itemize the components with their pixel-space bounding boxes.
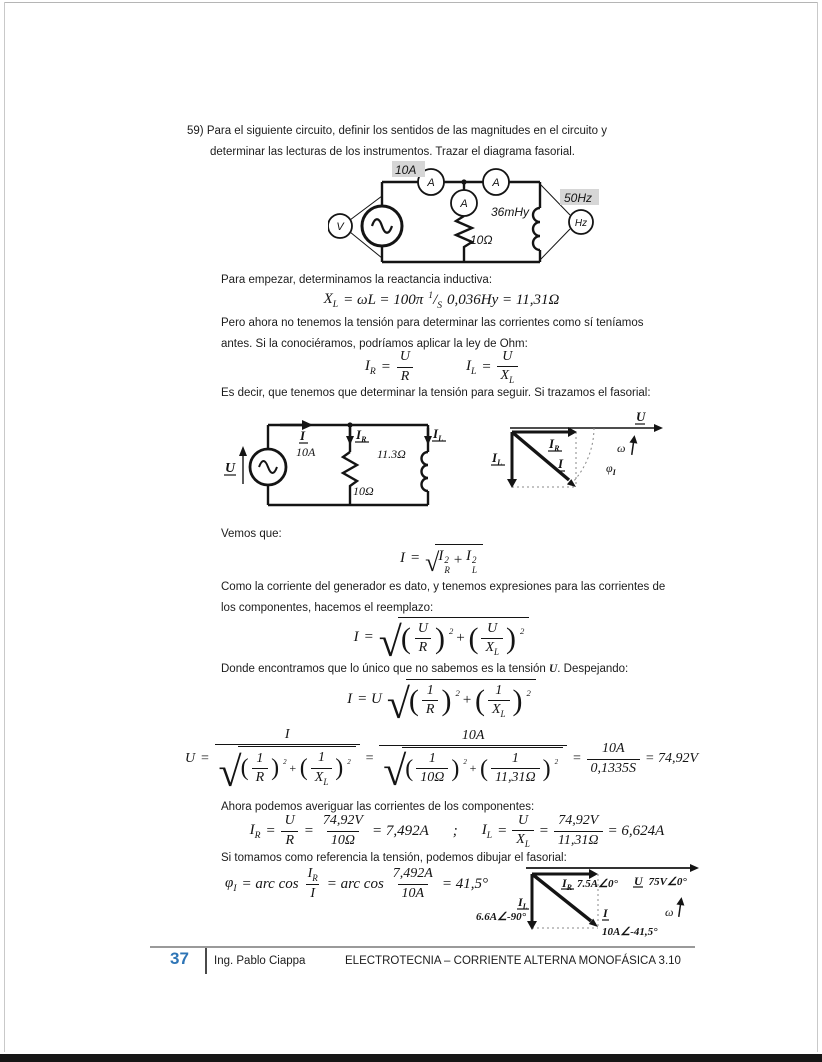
math-term: $I_R$ <box>249 821 261 841</box>
math-fraction: $\frac{U}{R}$ <box>396 349 414 384</box>
frequency-label: 50Hz <box>564 191 593 205</box>
paragraph: Vemos que: <box>221 528 282 540</box>
inductor-current-label: IL <box>433 426 443 443</box>
il-phasor-value: 6.6A∠-90° <box>476 911 527 923</box>
junction-dot <box>461 179 466 184</box>
i-phasor-label: I <box>558 456 564 471</box>
resistor-current-label: IR <box>356 427 367 444</box>
ir-phasor-label: IR 7.5A∠0° <box>562 876 618 892</box>
math-fraction: $\frac{74,92V}{10\Omega}$ <box>322 813 363 848</box>
phasor-diagram-2 <box>462 854 702 946</box>
i-phasor-label: I <box>603 906 608 920</box>
paragraph: Ahora podemos averiguar las corrientes de los componentes: <box>221 801 535 813</box>
footer-rule <box>150 946 695 948</box>
formula-phase-angle: $\varphi_I$ = arc cos $\frac{I_R}{I}$ = arc cos $\frac{7,492A}{10A}$ = 41,5° <box>225 865 488 901</box>
voltmeter-label: V <box>336 221 344 233</box>
math-fraction: $\frac{7,492A}{10A}$ <box>392 866 433 901</box>
current-value: 10A <box>296 445 316 459</box>
page-border-right <box>817 2 818 1052</box>
paragraph: Es decir, que tenemos que determinar la tensión para seguir. Si trazamos el fasorial: <box>221 387 651 399</box>
omega-arrow <box>675 897 686 918</box>
math-fraction: U $X_L$ <box>481 621 503 657</box>
paragraph: Para empezar, determinamos la reactancia inductiva: <box>221 274 493 286</box>
inductance-label: 36mHy <box>491 205 530 219</box>
paragraph: Pero ahora no tenemos la tensión para determinar las corrientes como sí teníamos <box>221 317 644 329</box>
arrowhead <box>507 479 517 488</box>
math-fraction: 10A √ ( 1 10Ω ) $^2$ + ( 1 11,31Ω ) $^2$ <box>379 728 567 790</box>
math-fraction: $\frac{74,92V}{11,31\Omega}$ <box>554 813 603 848</box>
math-fraction: 1 $X_L$ <box>488 683 510 719</box>
math-fraction: $\frac{U}{X_L}$ <box>512 813 534 849</box>
formula-ohm-law: $I_R$ = $\frac{U}{R}$ $I_L$ = $\frac{U}{X_L}$ <box>187 350 696 384</box>
paragraph: Si tomamos como referencia la tensión, podemos dibujar el fasorial: <box>221 852 567 864</box>
problem-statement-line1: 59) Para el siguiente circuito, definir los sentidos de las magnitudes en el circuito y <box>187 125 607 137</box>
math-term: I 2 R <box>438 548 450 575</box>
page-border-left <box>4 2 5 1052</box>
resistance-label: 10Ω <box>470 233 493 247</box>
il-phasor-label: IL <box>492 450 502 467</box>
ammeter-label: A <box>427 177 435 189</box>
formula-solved-form: I = U √ ( 1 R ) $^2$ + ( 1 $X_L$ ) $^2$ <box>187 676 696 722</box>
math-term: I 2 L <box>466 548 478 575</box>
formula-voltage-result: U = I √ ( 1 R ) $^2$ + ( 1 $X_L$ ) $^2$ = 10A √ ( 1 10Ω ) $^2$ + ( 1 11,31Ω ) $^2$ = $\frac{10A}{0,1335S}$ = 74,92V <box>184 727 699 796</box>
math-sqrt: √ ( U R ) $^2$ + ( U $X_L$ ) $^2$ <box>379 617 530 657</box>
arrowhead <box>239 446 247 456</box>
math-fraction: $\frac{U}{R}$ <box>281 813 299 848</box>
math-sqrt: √ ( 1 R ) $^2$ + ( 1 $X_L$ ) $^2$ <box>387 679 536 719</box>
circuit-diagram-1 <box>328 158 620 268</box>
math-sqrt: √ I 2 R + I 2 L <box>425 544 483 572</box>
math-fraction: I √ ( 1 R ) $^2$ + ( 1 $X_L$ ) $^2$ <box>215 727 360 790</box>
ammeter-label: A <box>492 177 500 189</box>
math-term: $\varphi_I$ <box>225 874 237 894</box>
arrowhead <box>424 436 432 445</box>
footer-separator <box>205 948 207 974</box>
formula-component-currents: $I_R$ = $\frac{U}{R}$ = $\frac{74,92V}{10\Omega}$ = 7,492A ; $I_L$ = $\frac{U}{X_L}$ = $\frac{74,92V}{11,31\Omega}$ = 6,624A <box>249 812 665 849</box>
phi-angle-label: φI <box>606 461 616 477</box>
paragraph: los componentes, hacemos el reemplazo: <box>221 602 434 614</box>
junction-dot <box>347 422 352 427</box>
arrowhead <box>527 921 537 930</box>
phasor-diagram-1 <box>486 410 664 510</box>
math-fraction: $\frac{10A}{0,1335S}$ <box>587 741 641 776</box>
formula-current-magnitude: I = √ I 2 R + I 2 L <box>187 541 696 575</box>
il-phasor-label: IL <box>518 895 528 911</box>
resistance-value: 10Ω <box>353 484 374 498</box>
math-fraction: $\frac{U}{X_L}$ <box>497 349 519 385</box>
u-phasor-label: U 75V∠0° <box>634 874 687 888</box>
formula-reactance: $X_L$ = ωL = 100π $^1/_S$ 0,036Hy = 11,31Ω <box>323 289 560 311</box>
freqmeter-label: Hz <box>574 218 588 229</box>
math-term: $X_L$ <box>323 290 339 310</box>
paragraph: Como la corriente del generador es dato, y tenemos expresiones para las corrientes de <box>221 581 666 593</box>
formula-substitution: I = √ ( U R ) $^2$ + ( U $X_L$ ) $^2$ <box>187 614 696 660</box>
paragraph: Donde encontramos que lo único que no sabemos es la tensión U. Despejando: <box>221 663 629 675</box>
current-label: I <box>300 428 306 443</box>
paragraph: antes. Si la conociéramos, podríamos aplicar la ley de Ohm: <box>221 338 528 350</box>
ammeter-label: A <box>460 198 468 210</box>
i-phasor-value: 10A∠-41,5° <box>602 926 658 938</box>
math-inline-fraction: $^1/_S$ <box>428 289 443 311</box>
omega-arrow <box>628 435 639 456</box>
reactance-value: 11.3Ω <box>377 447 406 461</box>
math-term: $I_R$ <box>364 357 376 377</box>
footer-author: Ing. Pablo Ciappa <box>214 955 306 967</box>
problem-statement-line2: determinar las lecturas de los instrumentos. Trazar el diagrama fasorial. <box>210 146 575 158</box>
math-term: $I_L$ <box>466 357 477 377</box>
page-number: 37 <box>170 949 189 968</box>
ir-phasor-label: IR <box>549 436 560 453</box>
freqmeter-lead <box>540 229 570 260</box>
math-fraction: U R <box>414 621 432 656</box>
omega-label: ω <box>617 441 626 455</box>
page-bottom-band <box>0 1054 822 1062</box>
math-fraction: $\frac{I_R}{I}$ <box>307 865 318 901</box>
omega-label: ω <box>665 905 674 919</box>
voltage-label: U <box>225 461 236 476</box>
footer-course-title: ELECTROTECNIA – CORRIENTE ALTERNA MONOFÁSICA 3.10 <box>345 955 681 967</box>
voltage-phasor-label: U <box>636 410 646 424</box>
page-border-top <box>4 2 818 3</box>
arrowhead <box>346 436 354 445</box>
math-fraction: 1 R <box>422 683 439 718</box>
voltage-symbol: U <box>548 663 558 675</box>
arrowhead <box>654 424 663 432</box>
arrowhead <box>690 864 699 872</box>
math-term: $I_L$ <box>481 821 493 841</box>
source-current-label: 10A <box>395 163 417 177</box>
circuit-diagram-2 <box>222 406 454 516</box>
